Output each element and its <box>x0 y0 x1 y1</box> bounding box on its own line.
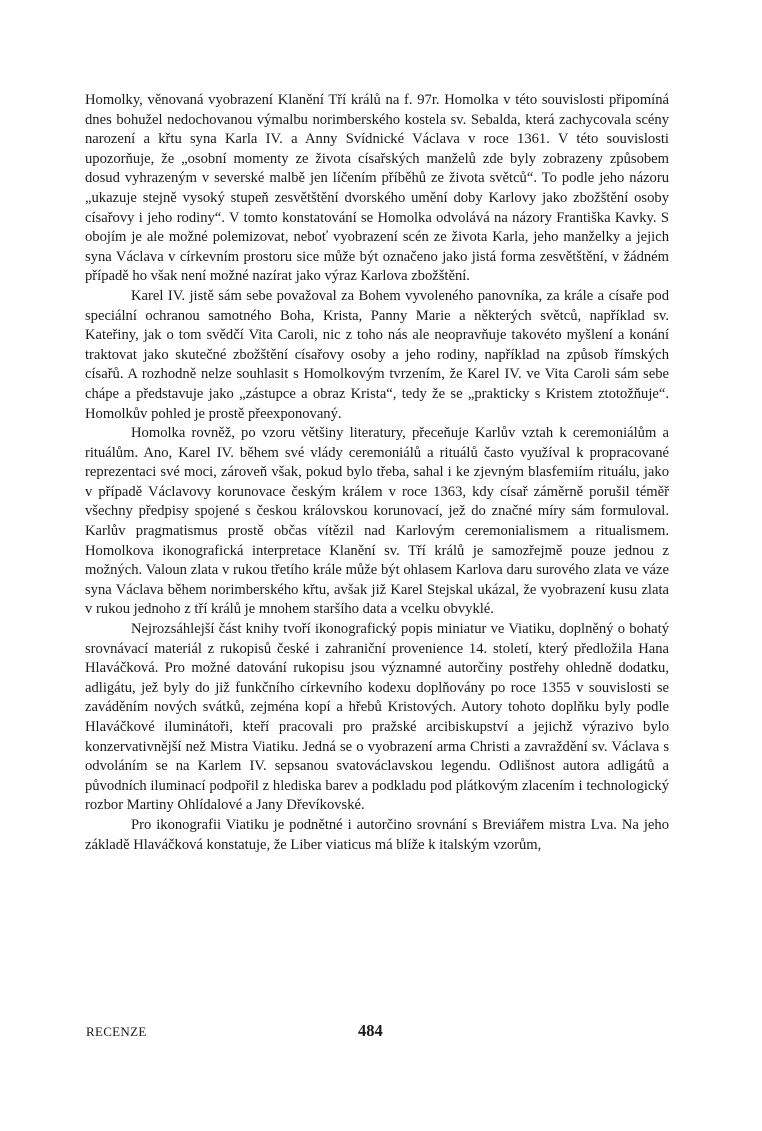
paragraph: Pro ikonografii Viatiku je podnětné i autorčino srovnání s Breviářem mistra Lva. Na jeho základě Hlaváčková konstatuje, že Liber viaticus má blíže k italským vzorům, <box>85 816 669 853</box>
paragraph: Nejrozsáhlejší část knihy tvoří ikonografický popis miniatur ve Viatiku, doplněný o bohatý srovnávací materiál z rukopisů české i zahraniční provenience 14. století, který předložila Hana Hlaváčková. Pro možné datování rukopisu jsou významné autorčiny postřehy ohledně dodatku, adligátu, jež byly do již funkčního církevního kodexu doplňovány po roce 1355 v souvislosti se zaváděním nových svátků, zejména kopí a hřebů Kristových. Autory tohoto doplňku byly podle Hlaváčkové iluminátoři, kteří pracovali pro pražské arcibiskupství a jejichž výrazivo bylo konzervativnější než Mistra Viatiku. Jedná se o vyobrazení arma Christi a zavraždění sv. Václava s odvoláním se na Karlem IV. sepsanou svatováclavskou legendu. Odlišnost autora adligátů a původních iluminací podpořil z hlediska barev a podkladu pod plátkovým zlacením i technologický rozbor Martiny Ohlídalové a Jany Dřevíkovské. <box>85 621 669 814</box>
paragraph: Homolky, věnovaná vyobrazení Klanění Tří králů na f. 97r. Homolka v této souvislosti připomíná dnes bohužel nedochovanou výmalbu norimberského kostela sv. Sebalda, která zachycovala scény narození a křtu syna Karla IV. a Anny Svídnické Václava v roce 1361. V této souvislosti upozorňuje, že „osobní momenty ze života císařských manželů zde byly zobrazeny způsobem dosud vyhrazeným v severské malbě jen líčením příběhů ze života světců“. To podle jeho názoru „ukazuje stejně vysoký stupeň zesvětštění dvorského umění doby Karlovy jako zbožštění osoby císařovy i jeho rodiny“. V tomto konstatování se Homolka odvolává na názory Františka Kavky. S obojím je ale možné polemizovat, neboť vyobrazení scén ze života Karla, jeho manželky a jejich syna Václava v církevním prostoru sice může být označeno jako jistá forma zesvětštění, v žádném případě ho však není možné nazírat jako výraz Karlova zbožštění. <box>85 92 669 285</box>
body-text <box>85 91 669 855</box>
paragraph: Homolka rovněž, po vzoru většiny literatury, přeceňuje Karlův vztah k ceremoniálům a rituálům. Ano, Karel IV. během své vlády ceremoniálů a rituálů často využíval k propracované reprezentaci své moci, zároveň však, pokud bylo třeba, sahal i ke zjevným blasfemiím rituálu, jako v případě Václavovy korunovace českým králem v roce 1363, kdy císař záměrně porušil téměř všechny předpisy spojené s českou královskou korunovací, jež do značné míry sám formuloval. Karlův pragmatismus prostě občas vítězil nad Karlovým ceremonialismem a ritualismem. Homolkova ikonografická interpretace Klanění sv. Tří králů je samozřejmě pouze jednou z možných. Valoun zlata v rukou třetího krále může být ohlasem Karlova daru surového zlata ve váze syna Václava během norimberského křtu, avšak již Karel Stejskal ukázal, že vyobrazení kusu zlata v rukou jednoho z tří králů je mnohem staršího data a vcelku obvyklé. <box>85 425 669 618</box>
paragraph: Karel IV. jistě sám sebe považoval za Bohem vyvoleného panovníka, za krále a císaře pod speciální ochranou samotného Boha, Krista, Panny Marie a některých světců, například sv. Kateřiny, jak o tom svědčí Vita Caroli, nic z toho nás ale neopravňuje takovéto myšlení a konání traktovat jako skutečné zbožštění císařovy osoby a jeho rodiny, například na způsob římských císařů. A rozhodně nelze souhlasit s Homolkovým tvrzením, že Karel IV. ve Vita Caroli sám sebe chápe a představuje jako „zástupce a obraz Krista“, tedy že se „prakticky s Kristem ztotožňuje“. Homolkův pohled je prostě přeexponovaný. <box>85 287 669 422</box>
footer-section-label: RECENZE <box>86 1024 147 1039</box>
page-number: 484 <box>358 1021 383 1040</box>
